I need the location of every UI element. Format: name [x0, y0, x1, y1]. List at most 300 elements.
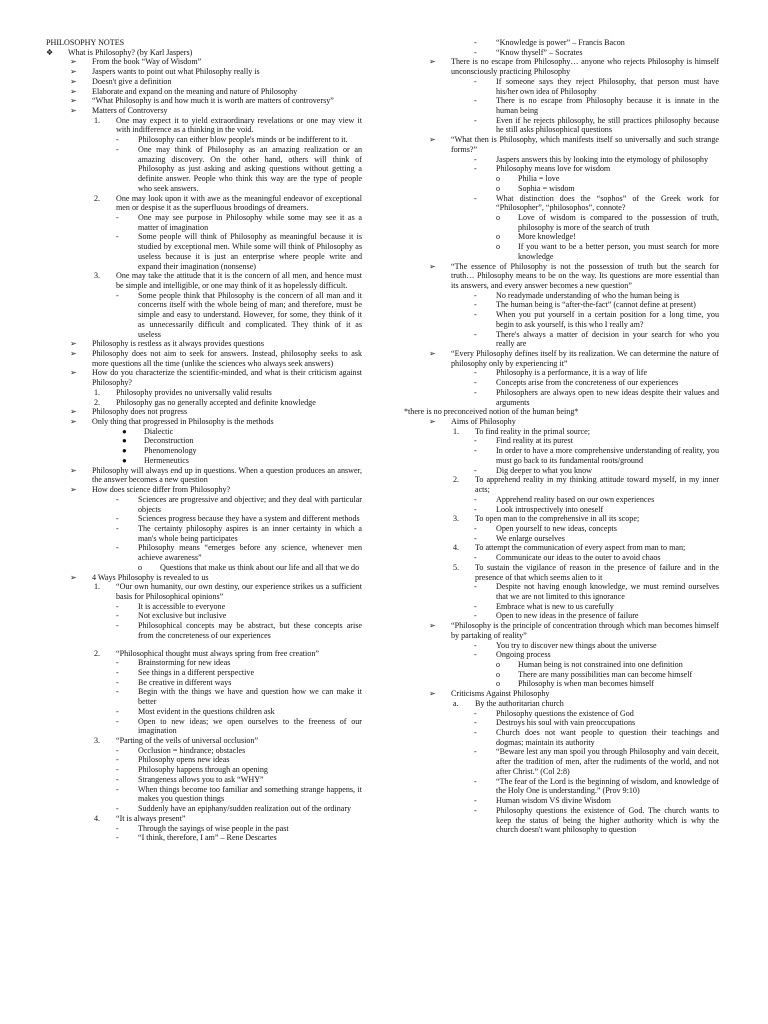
- line-text: What distinction does the “sophos” of the Greek work for “Philosopher”, “philosophos”, connote?: [496, 193, 719, 213]
- right-column: [404, 38, 719, 835]
- line-text: “Philosophy is the principle of concentration through which man becomes himself by partaking of reality”: [451, 621, 719, 640]
- line-item: [474, 465, 719, 476]
- list-marker: 3.: [94, 271, 101, 281]
- line-text: Sophia = wisdom: [518, 183, 575, 193]
- dot-bullet-icon: ●: [122, 446, 127, 456]
- line-text: It is accessible to everyone: [138, 601, 226, 611]
- arrow-bullet-icon: ➢: [70, 106, 77, 116]
- line-text: No readymade understanding of who the human being is: [496, 290, 680, 300]
- line-text: “Parting of the veils of universal occlusion”: [116, 736, 259, 746]
- line-item: [474, 523, 719, 534]
- line-text: “The fear of the Lord is the beginning of wisdom, and knowledge of the Holy One is understanding.” (Prov 9:10): [496, 776, 719, 796]
- dash-bullet: -: [474, 611, 477, 621]
- line-text: Philosophical concepts may be abstract, but these concepts arise from the concreteness of our experiences: [138, 621, 362, 640]
- line-item: [429, 621, 719, 640]
- arrow-bullet-icon: ➢: [70, 572, 77, 582]
- line-text: Concepts arise from the concreteness of our experiences: [496, 378, 679, 388]
- line-item: [496, 212, 719, 232]
- dash-bullet: -: [474, 436, 477, 446]
- dash-bullet: -: [474, 728, 477, 738]
- line-text: What is Philosophy? (by Karl Jaspers): [68, 47, 193, 57]
- line-item: [116, 290, 362, 340]
- line-item: [474, 38, 719, 48]
- circle-bullet-icon: o: [496, 669, 501, 679]
- arrow-bullet-icon: ➢: [70, 368, 77, 378]
- line-text: Some people will think of Philosophy as meaningful because it is studied by exceptional men. While some will think of Philosophy as useless because it is just an enterprise where people write and expand their imagination (nonsense): [138, 232, 362, 271]
- line-text: There is no escape from Philosophy because it is innate in the human being: [496, 96, 719, 116]
- line-item: [116, 611, 362, 621]
- dash-bullet: -: [474, 154, 477, 164]
- line-text: Aims of Philosophy: [451, 417, 516, 427]
- dash-bullet: -: [474, 504, 477, 514]
- line-item: [70, 407, 362, 417]
- dash-bullet: -: [474, 494, 477, 504]
- line-item: [94, 397, 362, 408]
- arrow-bullet-icon: ➢: [429, 261, 436, 271]
- list-marker: 3.: [94, 736, 101, 746]
- line-text: “The essence of Philosophy is not the possession of truth but the search for truth… Philosophy means to be on the way. Its questions are more essential than its answers, and every answer becomes a new question”: [451, 261, 719, 290]
- line-text: “What Philosophy is and how much it is worth are matters of controversy”: [92, 96, 334, 106]
- line-text: Despite not having enough knowledge, we must remind ourselves that we are not limited to this ignorance: [496, 582, 719, 601]
- line-text: From the book “Way of Wisdom”: [92, 57, 202, 67]
- line-item: [474, 290, 719, 301]
- dash-bullet: -: [474, 193, 477, 203]
- line-item: [70, 86, 362, 97]
- dash-bullet: -: [474, 164, 477, 174]
- line-item: [474, 718, 719, 728]
- line-item: [474, 193, 719, 213]
- line-item: [429, 689, 719, 699]
- line-item: [474, 115, 719, 135]
- line-item: [474, 533, 719, 544]
- line-text: The certainty philosophy aspires is an inner certainty in which a man's whole being participates: [138, 523, 362, 543]
- line-text: One may think of Philosophy as an amazing realization or an amazing discovery. On the other hand, others will think of Philosophy as just asking and asking questions without getting a definite answer. People who think this way are the type of people who seek answers.: [138, 144, 362, 193]
- dash-bullet: -: [474, 601, 477, 611]
- circle-bullet-icon: o: [496, 174, 501, 184]
- line-item: [496, 669, 719, 680]
- line-item: [70, 106, 362, 116]
- line-text: Philosophy gas no generally accepted and definite knowledge: [116, 397, 316, 407]
- dash-bullet: -: [116, 658, 119, 668]
- dash-bullet: -: [116, 601, 119, 611]
- line-item: [116, 621, 362, 640]
- line-item: [474, 796, 719, 806]
- line-text: The human being is “after-the-fact” (cannot define at present): [496, 300, 696, 310]
- arrow-bullet-icon: ➢: [70, 57, 77, 67]
- line-item: [474, 76, 719, 96]
- line-item: [474, 436, 719, 446]
- dash-bullet: -: [474, 47, 477, 57]
- line-text: “Our own humanity, our own destiny, our experience strikes us a sufficient basis for Philosophical opinions”: [116, 582, 362, 601]
- line-item: [429, 417, 719, 427]
- line-text: Philosophers are always open to new ideas despite their values and arguments: [496, 387, 719, 407]
- line-text: Suddenly have an epiphany/sudden realization out of the ordinary: [138, 804, 352, 814]
- line-item: [116, 677, 362, 688]
- dash-bullet: -: [116, 745, 119, 755]
- line-text: Deconstruction: [144, 436, 194, 446]
- line-item: [122, 455, 362, 466]
- line-text: One may take the attitude that it is the concern of all men, and hence must be simple and intelligible, or one may think of it as hopelessly difficult.: [116, 271, 362, 290]
- line-text: Destroys his soul with vain preoccupations: [496, 718, 636, 728]
- line-text: “It is always present”: [116, 813, 186, 823]
- line-item: [70, 485, 362, 495]
- circle-bullet-icon: o: [496, 679, 501, 689]
- dash-bullet: -: [474, 533, 477, 543]
- line-item: [116, 543, 362, 563]
- dash-bullet: -: [116, 611, 119, 621]
- line-item: [453, 514, 719, 524]
- line-item: [122, 426, 362, 437]
- dash-bullet: -: [474, 805, 477, 815]
- line-text: In order to have a more comprehensive understanding of reality, you must go back to its fundamental roots/ground: [496, 446, 719, 465]
- line-item: [429, 135, 719, 154]
- line-item: [116, 514, 362, 524]
- diamond-bullet-icon: ❖: [46, 47, 54, 57]
- line-text: How does science differ from Philosophy?: [92, 485, 231, 495]
- line-text: Not exclusive but inclusive: [138, 611, 227, 621]
- line-item: [70, 572, 362, 583]
- line-text: Philia = love: [518, 174, 560, 184]
- list-marker: 1.: [94, 582, 101, 592]
- dot-bullet-icon: ●: [122, 455, 127, 465]
- dash-bullet: -: [116, 494, 119, 504]
- line-item: [116, 804, 362, 814]
- line-item: [116, 232, 362, 271]
- line-text: Find reality at its purest: [496, 436, 573, 446]
- line-item: [474, 601, 719, 612]
- line-text: Criticisms Against Philosophy: [451, 689, 550, 699]
- line-text: To find reality in the primal source;: [475, 426, 590, 436]
- dash-bullet: -: [474, 387, 477, 397]
- dash-bullet: -: [474, 38, 477, 47]
- arrow-bullet-icon: ➢: [429, 689, 436, 699]
- line-item: [94, 582, 362, 601]
- line-item: [94, 648, 362, 659]
- line-text: Philosophy questions the existence of God. The church wants to keep the status of being the higher authority which is why the church doesn't want philosophy to question: [496, 805, 719, 835]
- line-text: If someone says they reject Philosophy, that person must have his/her own idea of Philosophy: [496, 76, 719, 96]
- list-marker: 2.: [453, 475, 460, 485]
- line-text: Philosophy will always end up in questions. When a question produces an answer, the answer becomes a new question: [92, 465, 362, 485]
- line-item: [116, 523, 362, 543]
- arrow-bullet-icon: ➢: [429, 621, 436, 631]
- line-text: “Knowledge is power” – Francis Bacon: [496, 38, 625, 47]
- dash-bullet: -: [474, 718, 477, 728]
- dot-bullet-icon: ●: [122, 436, 127, 446]
- dash-bullet: -: [474, 115, 477, 125]
- line-text: Philosophy happens through an opening: [138, 765, 268, 775]
- dash-bullet: -: [474, 300, 477, 310]
- line-item: [116, 833, 362, 843]
- dash-bullet: -: [474, 776, 477, 786]
- line-text: If you want to be a better person, you must search for more knowledge: [518, 242, 719, 261]
- arrow-bullet-icon: ➢: [429, 135, 436, 145]
- dash-bullet: -: [474, 446, 477, 456]
- line-item: [453, 698, 719, 709]
- dash-bullet: -: [116, 523, 119, 533]
- list-marker: 3.: [453, 514, 460, 524]
- line-text: “Philosophical thought must always spring from free creation”: [116, 648, 319, 658]
- dash-bullet: -: [116, 677, 119, 687]
- line-item: [116, 745, 362, 756]
- list-marker: 1.: [453, 426, 460, 436]
- dash-bullet: -: [474, 796, 477, 806]
- line-text: To open man to the comprehensive in all its scope;: [475, 514, 640, 524]
- line-text: Elaborate and expand on the meaning and nature of Philosophy: [92, 86, 298, 96]
- line-text: “Beware lest any man spoil you through Philosophy and vain deceit, after the tradition of men, after the rudiments of the world, and not after Christ.” (Col 2:8): [496, 747, 719, 776]
- line-text: Sciences progress because they have a system and different methods: [138, 514, 360, 524]
- line-item: [474, 164, 719, 174]
- dash-bullet: -: [474, 650, 477, 660]
- line-text: There's always a matter of decision in your search for who you really are: [496, 329, 719, 349]
- line-item: [474, 504, 719, 515]
- line-item: [116, 823, 362, 834]
- dash-bullet: -: [474, 310, 477, 320]
- line-item: [496, 232, 719, 242]
- line-text: Dialectic: [144, 426, 174, 436]
- line-item: [474, 776, 719, 796]
- line-item: [474, 582, 719, 601]
- line-text: Ongoing process: [496, 650, 551, 660]
- line-text: Philosophy can either blow people's minds or be indifferent to it.: [138, 135, 348, 145]
- line-text: Dig deeper to what you know: [496, 465, 592, 475]
- line-item: [116, 668, 362, 678]
- dash-bullet: -: [116, 543, 119, 553]
- dash-bullet: -: [116, 135, 119, 145]
- line-item: [116, 494, 362, 514]
- dash-bullet: -: [474, 378, 477, 388]
- line-item: [474, 154, 719, 165]
- list-marker: 2.: [94, 397, 101, 407]
- line-item: [404, 407, 719, 417]
- list-marker: 2.: [94, 648, 101, 658]
- line-text: By the authoritarian church: [475, 698, 564, 708]
- list-marker: 4.: [453, 543, 460, 553]
- line-item: [94, 271, 362, 290]
- list-marker: 1.: [94, 387, 101, 397]
- line-text: Questions that make us think about our life and all that we do: [160, 562, 360, 572]
- line-text: Begin with the things we have and question how we can make it better: [138, 687, 362, 707]
- dash-bullet: -: [116, 706, 119, 716]
- line-item: [474, 650, 719, 660]
- dash-bullet: -: [116, 755, 119, 765]
- line-item: [474, 708, 719, 719]
- line-text: Embrace what is new to us carefully: [496, 601, 614, 611]
- dash-bullet: -: [474, 747, 477, 757]
- dash-bullet: -: [116, 833, 119, 843]
- dash-bullet: -: [116, 784, 119, 794]
- line-item: [70, 465, 362, 485]
- line-item: [453, 562, 719, 582]
- arrow-bullet-icon: ➢: [70, 339, 77, 349]
- arrow-bullet-icon: ➢: [70, 96, 77, 106]
- line-text: Doesn't give a definition: [92, 76, 172, 86]
- dash-bullet: -: [474, 708, 477, 718]
- dash-bullet: -: [474, 329, 477, 339]
- line-text: One may expect it to yield extraordinary revelations or one may view it with indifference as a thinking in the void.: [116, 115, 362, 135]
- line-text: Philosophy is when man becomes himself: [518, 679, 655, 689]
- line-item: [474, 300, 719, 310]
- line-item: [116, 716, 362, 736]
- line-item: [94, 193, 362, 213]
- line-item: [474, 329, 719, 349]
- line-text: Human being is not constrained into one definition: [518, 660, 683, 669]
- line-text: See things in a different perspective: [138, 668, 255, 677]
- line-text: Philosophy provides no universally valid results: [116, 387, 272, 397]
- line-item: [474, 553, 719, 563]
- line-text: Philosophy is a performance, it is a way of life: [496, 368, 648, 378]
- line-item: [474, 378, 719, 388]
- circle-bullet-icon: o: [496, 660, 501, 669]
- line-item: [122, 436, 362, 446]
- line-item: [70, 57, 362, 67]
- dash-bullet: -: [474, 553, 477, 563]
- line-item: [474, 640, 719, 651]
- line-item: [453, 543, 719, 553]
- line-text: To apprehend reality in my thinking attitude toward myself, in my inner acts;: [475, 475, 719, 495]
- line-text: Through the sayings of wise people in the past: [138, 823, 289, 833]
- dash-bullet: -: [474, 290, 477, 300]
- circle-bullet-icon: o: [496, 212, 501, 222]
- dash-bullet: -: [116, 514, 119, 524]
- dash-bullet: -: [474, 465, 477, 475]
- dash-bullet: -: [474, 582, 477, 592]
- arrow-bullet-icon: ➢: [70, 86, 77, 96]
- line-item: [474, 747, 719, 776]
- dash-bullet: -: [116, 290, 119, 300]
- line-text: When things become too familiar and something strange happens, it makes you question things: [138, 784, 362, 804]
- line-item: [474, 96, 719, 116]
- line-item: [474, 805, 719, 835]
- line-text: Occlusion = hindrance; obstacles: [138, 745, 246, 755]
- line-text: When you put yourself in a certain position for a long time, you begin to ask yourself, is this who I really am?: [496, 310, 719, 329]
- circle-bullet-icon: o: [496, 183, 501, 193]
- line-item: [70, 417, 362, 427]
- line-item: [453, 426, 719, 437]
- line-text: 4 Ways Philosophy is revealed to us: [92, 572, 209, 582]
- line-item: [122, 446, 362, 456]
- line-item: [474, 494, 719, 505]
- dash-bullet: -: [116, 144, 119, 154]
- line-item: [70, 339, 362, 349]
- line-item: [116, 765, 362, 775]
- line-item: [70, 368, 362, 388]
- line-item: [46, 38, 362, 48]
- line-text: Human wisdom VS divine Wisdom: [496, 796, 611, 806]
- dash-bullet: -: [116, 621, 119, 631]
- line-text: One may look upon it with awe as the meaningful endeavor of exceptional men or despise it as the superfluous broodings of dreamers.: [116, 193, 362, 213]
- list-marker: 4.: [94, 813, 101, 823]
- dot-bullet-icon: ●: [122, 426, 127, 436]
- line-text: *there is no preconceived notion of the human being*: [404, 407, 579, 417]
- line-item: [474, 310, 719, 329]
- line-item: [474, 387, 719, 407]
- line-item: [496, 679, 719, 689]
- line-text: Sciences are progressive and objective; and they deal with particular objects: [138, 494, 362, 514]
- arrow-bullet-icon: ➢: [70, 349, 77, 358]
- circle-bullet-icon: o: [496, 242, 501, 252]
- line-item: [94, 736, 362, 746]
- line-text: Some people think that Philosophy is the concern of all man and it concerns itself with the whole being of man; and therefore, must be simple and easy to understand. However, for some, they think of it as unnecessarily difficult and complicated. They think of it as useless: [138, 290, 362, 339]
- line-item: [496, 174, 719, 184]
- list-marker: 1.: [94, 115, 101, 125]
- line-text: PHILOSOPHY NOTES: [46, 38, 125, 47]
- line-item: [116, 784, 362, 804]
- line-text: More knowledge!: [518, 232, 576, 242]
- line-item: [116, 601, 362, 612]
- dash-bullet: -: [116, 232, 119, 242]
- line-item: [116, 658, 362, 668]
- line-text: You try to discover new things about the universe: [496, 640, 657, 650]
- line-text: One may see purpose in Philosophy while some may see it as a matter of imagination: [138, 212, 362, 232]
- dash-bullet: -: [116, 212, 119, 222]
- line-text: Open to new ideas; we open ourselves to the freeness of our imagination: [138, 716, 362, 736]
- line-item: [116, 144, 362, 194]
- line-text: Brainstorming for new ideas: [138, 658, 231, 668]
- line-item: [496, 660, 719, 670]
- line-item: [474, 368, 719, 378]
- line-text: Look introspectively into oneself: [496, 504, 604, 514]
- circle-bullet-icon: o: [138, 562, 143, 572]
- line-item: [94, 115, 362, 135]
- line-text: To attempt the communication of every aspect from man to man;: [475, 543, 686, 553]
- line-text: Matters of Controversy: [92, 106, 168, 116]
- dash-bullet: -: [116, 804, 119, 814]
- left-column: [46, 38, 362, 843]
- line-text: “I think, therefore, I am” – Rene Descartes: [138, 833, 277, 843]
- line-text: Philosophy does not aim to seek for answers. Instead, philosophy seeks to ask more questions all the time (unlike the sciences who always seek answers): [92, 349, 362, 368]
- line-text: Open to new ideas in the presence of failure: [496, 611, 639, 621]
- line-text: We enlarge ourselves: [496, 533, 565, 543]
- dash-bullet: -: [116, 774, 119, 784]
- line-text: Jaspers wants to point out what Philosophy really is: [92, 67, 260, 77]
- line-text: Philosophy means love for wisdom: [496, 164, 611, 174]
- arrow-bullet-icon: ➢: [70, 67, 77, 77]
- line-text: Communicate our ideas to the outer to avoid chaos: [496, 553, 661, 563]
- line-item: [116, 135, 362, 145]
- line-item: [474, 728, 719, 747]
- line-item: [496, 242, 719, 261]
- line-item: [138, 562, 362, 573]
- line-item: [474, 47, 719, 58]
- dash-bullet: -: [116, 716, 119, 726]
- line-text: “Every Philosophy defines itself by its realization. We can determine the nature of philosophy only by experiencing it”: [451, 349, 719, 368]
- line-item: [94, 387, 362, 398]
- line-item: [94, 813, 362, 824]
- arrow-bullet-icon: ➢: [70, 417, 77, 427]
- arrow-bullet-icon: ➢: [70, 407, 77, 417]
- dash-bullet: -: [474, 96, 477, 106]
- line-item: [429, 261, 719, 291]
- line-item: [70, 67, 362, 77]
- dash-bullet: -: [474, 76, 477, 86]
- line-text: Hermeneutics: [144, 455, 189, 465]
- line-text: Philosophy means “emerges before any science, whenever men achieve awareness”: [138, 543, 362, 563]
- dash-bullet: -: [474, 640, 477, 650]
- line-text: Philosophy opens new ideas: [138, 755, 230, 765]
- list-marker: 5.: [453, 562, 460, 572]
- line-text: “Know thyself” – Socrates: [496, 47, 583, 57]
- line-text: Love of wisdom is compared to the possession of truth, philosophy is more of the search of truth: [518, 212, 719, 232]
- arrow-bullet-icon: ➢: [70, 76, 77, 86]
- line-item: [116, 687, 362, 707]
- line-item: [46, 641, 362, 649]
- line-item: [46, 47, 362, 58]
- line-text: Philosophy does not progress: [92, 407, 188, 417]
- line-text: Only thing that progressed in Philosophy is the methods: [92, 417, 274, 427]
- line-text: Be creative in different ways: [138, 677, 232, 687]
- arrow-bullet-icon: ➢: [70, 485, 77, 495]
- line-text: Phenomenology: [144, 446, 197, 456]
